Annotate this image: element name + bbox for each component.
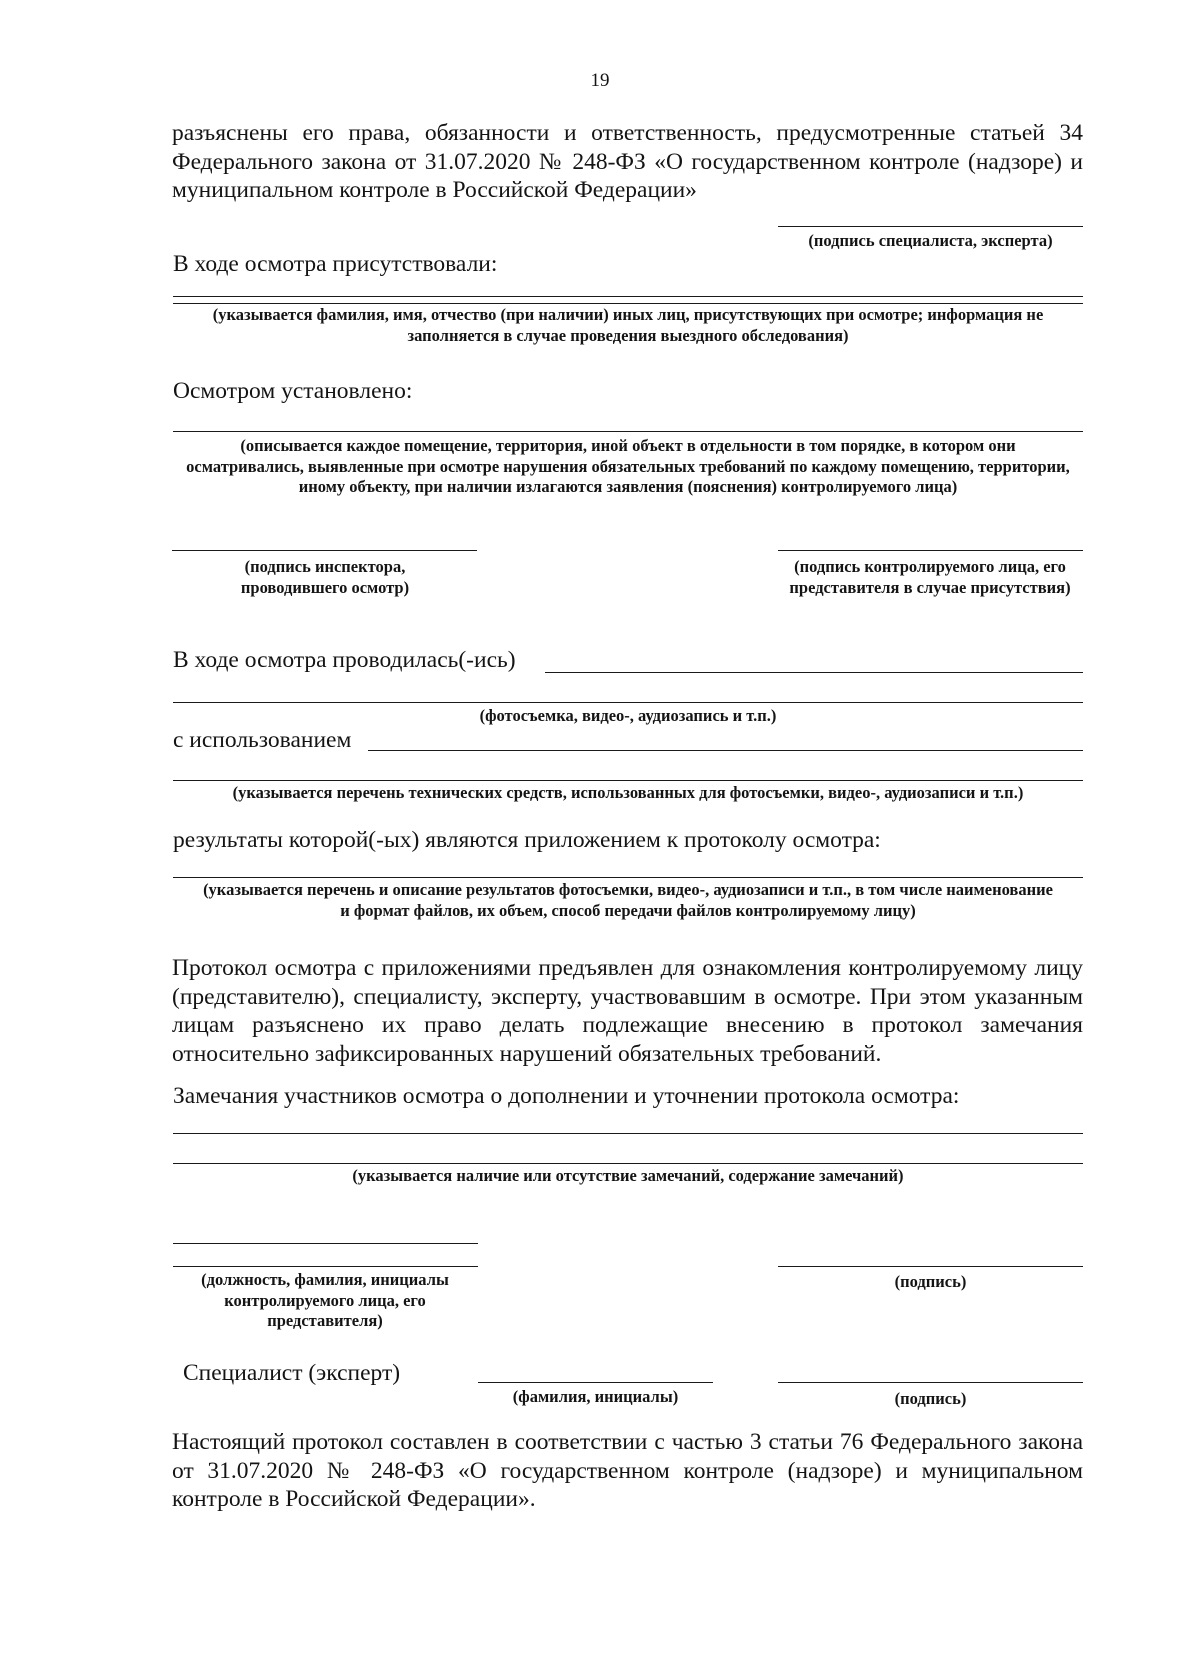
- attendees-line-1[interactable]: [173, 296, 1083, 297]
- inspector-signature-caption: (подпись инспектора, проводившего осмотр): [240, 557, 410, 597]
- surname-caption: (фамилия, инициалы): [512, 1387, 679, 1406]
- position-caption: (должность, фамилия, инициалы контролируемого лица, его представителя): [201, 1270, 449, 1330]
- specialist-signature-caption: (подпись специалиста, эксперта): [808, 231, 1053, 250]
- using-caption: (указывается перечень технических средств, использованных для фотосъемки, видео-, аудиозаписи и т.п.): [232, 783, 1024, 802]
- position-line-1[interactable]: [173, 1243, 478, 1244]
- remarks-line-1[interactable]: [173, 1133, 1083, 1134]
- using-line-2[interactable]: [173, 780, 1083, 781]
- specialist-label: Специалист (эксперт): [183, 1360, 401, 1386]
- results-line[interactable]: [173, 877, 1083, 878]
- presented-paragraph: Протокол осмотра с приложениями предъявлен для ознакомления контролируемому лицу (представителю), специалисту, эксперту, участвовавшим в осмотре. При этом указанным лицам разъяснено их право делать подлежащие внесению в протокол замечания относительно зафиксированных нарушений обязательных требований.: [172, 955, 1083, 1067]
- established-label: Осмотром установлено:: [173, 378, 413, 404]
- results-caption: (указывается перечень и описание результатов фотосъемки, видео-, аудиозаписи и т.п., в том числе наименование и формат файлов, их объем, способ передачи файлов контролируемому лицу): [203, 880, 1053, 920]
- final-paragraph: Настоящий протокол составлен в соответствии с частью 3 статьи 76 Федерального закона от 31.07.2020 № 248-ФЗ «О государственном контроле (надзоре) и муниципальном контроле в Российской Федерации».: [172, 1429, 1083, 1512]
- recording-caption: (фотосъемка, видео-, аудиозапись и т.п.): [479, 706, 777, 725]
- signature-caption: (подпись): [894, 1272, 967, 1291]
- position-line-2[interactable]: [173, 1266, 478, 1267]
- established-caption: (описывается каждое помещение, территория, иной объект в отдельности в том порядке, в котором они осматривались, выявленные при осмотре нарушения обязательных требований по каждому помещению, территории, иному объекту, при наличии излагаются заявления (пояснения) контролируемого лица): [186, 436, 1070, 496]
- attendees-line-2[interactable]: [173, 303, 1083, 304]
- inspector-signature-line[interactable]: [172, 550, 477, 551]
- signature-line[interactable]: [778, 1266, 1083, 1267]
- specialist-signature-line[interactable]: [778, 226, 1083, 227]
- specialist-signature-line-2[interactable]: [778, 1382, 1083, 1383]
- surname-line[interactable]: [478, 1382, 713, 1383]
- using-line-1[interactable]: [368, 750, 1083, 751]
- remarks-line-2[interactable]: [173, 1163, 1083, 1164]
- intro-paragraph: разъяснены его права, обязанности и ответственность, предусмотренные статьей 34 Федерального закона от 31.07.2020 № 248-ФЗ «О государственном контроле (надзоре) и муниципальном контроле в Российской Федерации»: [172, 120, 1083, 203]
- attendees-label: В ходе осмотра присутствовали:: [173, 251, 498, 277]
- established-line[interactable]: [173, 431, 1083, 432]
- controlled-person-signature-line[interactable]: [778, 550, 1083, 551]
- recording-label: В ходе осмотра проводилась(-ись): [173, 647, 516, 673]
- recording-line-1[interactable]: [545, 672, 1083, 673]
- page-number: 19: [590, 70, 610, 91]
- controlled-person-signature-caption: (подпись контролируемого лица, его представителя в случае присутствия): [789, 557, 1071, 597]
- remarks-caption: (указывается наличие или отсутствие замечаний, содержание замечаний): [352, 1166, 904, 1185]
- remarks-label: Замечания участников осмотра о дополнении и уточнении протокола осмотра:: [173, 1083, 960, 1109]
- using-label: с использованием: [173, 727, 352, 753]
- recording-line-2[interactable]: [173, 702, 1083, 703]
- signature-caption-2: (подпись): [894, 1389, 967, 1408]
- results-label: результаты которой(-ых) являются приложением к протоколу осмотра:: [173, 827, 881, 853]
- attendees-caption: (указывается фамилия, имя, отчество (при наличии) иных лиц, присутствующих при осмотре; информация не заполняется в случае проведения выездного обследования): [212, 305, 1044, 345]
